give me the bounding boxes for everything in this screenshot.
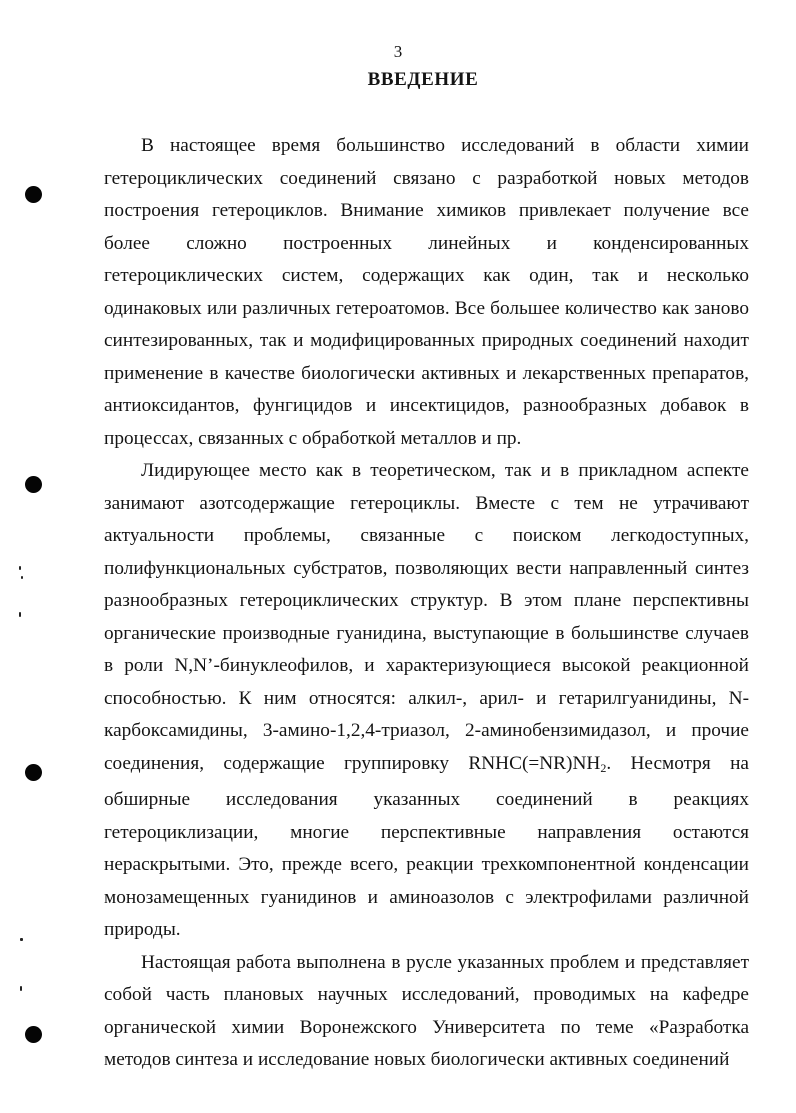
- paragraph-3: Настоящая работа выполнена в русле указанных проблем и представляет собой часть плановых научных исследований, проводимых на кафедре органической химии Воронежского Университета по теме «Разработка методов синтеза и исследование новых биологически активных соединений: [104, 951, 749, 1070]
- scan-speck: [19, 612, 21, 617]
- punch-hole: [25, 476, 42, 493]
- paragraph-2-text-before: Лидирующее место как в теоретическом, так и в прикладном аспекте занимают азотсодержащие гетероциклы. Вместе с тем не утрачивают актуальности проблемы, связанные с поиском легкодоступных, полифункциональных субстратов, позволяющих вести направленный синтез разнообразных гетероциклических структур. В этом плане перспективны органические производные гуанидина, выступающие в большинстве случаев в роли N,N’-бинуклеофилов, и характеризующиеся высокой реакционной способностью. К ним относятся: алкил-, арил- и гетарилгуанидины, N-карбоксамидины, 3-амино-1,2,4-триазол, 2-аминобензимидазол, и прочие соединения, содержащие группировку: [104, 460, 749, 774]
- paragraph-1: В настоящее время большинство исследований в области химии гетероциклических соединений связано с разработкой новых методов построения гетероциклов. Внимание химиков привлекает получение все более сложно построенных линейных и конденсированных гетероциклических систем, содержащих как один, так и несколько одинаковых или различных гетероатомов. Все большее количество как заново синтезированных, так и модифицированных природных соединений находит применение в качестве биологически активных и лекарственных препаратов, антиоксидантов, фунгицидов и инсектицидов, разнообразных добавок в процессах, связанных с обработкой металлов и пр.: [104, 135, 749, 449]
- body-text: [104, 130, 749, 1077]
- punch-hole: [25, 186, 42, 203]
- page-number: 3: [393, 42, 403, 61]
- page-title: ВВЕДЕНИЕ: [367, 69, 479, 90]
- paragraph-2: [104, 455, 749, 947]
- formula-subscript: 2: [600, 760, 607, 775]
- punch-hole: [25, 764, 42, 781]
- scan-speck: [21, 576, 23, 579]
- chemical-formula: [468, 753, 606, 774]
- punch-hole: [25, 1026, 42, 1043]
- scan-speck: [20, 986, 22, 991]
- scan-speck: [20, 938, 23, 941]
- paragraph-2-text-after: . Несмотря на обширные исследования указанных соединений в реакциях гетероциклизации, многие перспективные направления остаются нераскрытыми. Это, прежде всего, реакции трехкомпонентной конденсации монозамещенных гуанидинов и аминоазолов с электрофилами различной природы.: [104, 752, 749, 940]
- scan-speck: [19, 566, 21, 570]
- formula-main: RNHC(=NR)NH: [468, 752, 601, 774]
